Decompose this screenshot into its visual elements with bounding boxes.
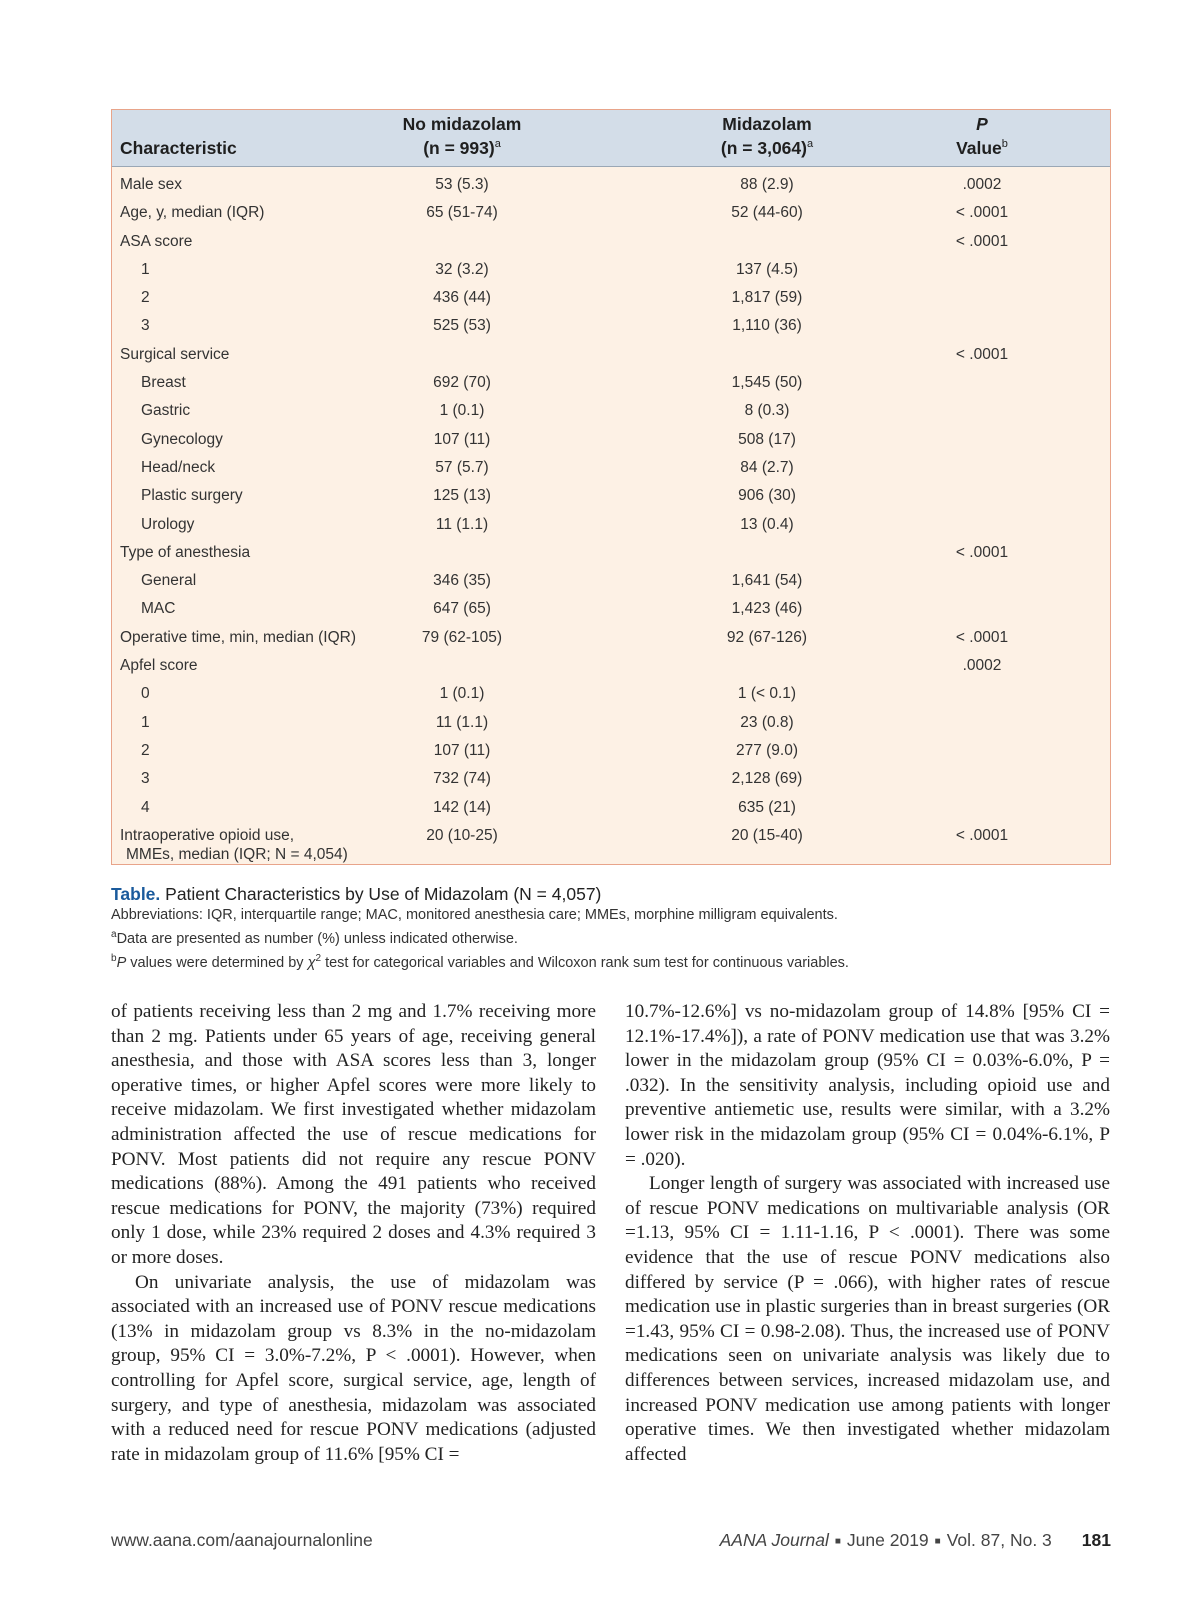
row-label: Operative time, min, median (IQR) xyxy=(120,628,357,646)
table-header xyxy=(112,110,1110,167)
row-label: Breast xyxy=(141,374,186,392)
row-label: 3 xyxy=(141,317,150,335)
value-no-midazolam: 1 (0.1) xyxy=(439,402,485,420)
row-label: 2 xyxy=(141,741,150,759)
row-label: Male sex xyxy=(120,176,183,193)
table-row xyxy=(112,339,1110,367)
table-row xyxy=(112,254,1110,282)
row-label: 2 xyxy=(141,289,150,307)
table-row xyxy=(112,452,1110,480)
caption-note-a: $^a$Data are presented as number (%) unless indicated otherwise. xyxy=(111,929,518,947)
body-paragraph: of patients receiving less than 2 mg and 1.7% receiving more than 2 mg. Patients under 65 years of age, receiving general anesthesia, and those with ASA scores less than 3, longer operative times, or higher Apfel scores were more likely to receive midazolam. We first investigated whether midazolam administration affected the use of rescue medications for PONV. Most patients did not require any rescue PONV medications (88%). Among the 491 patients who received rescue medications for PONV, the majority (73%) required only 1 dose, while 23% required 2 doses and 4.3% required 3 or more doses. xyxy=(111,1001,596,1268)
value-no-midazolam: 1 (0.1) xyxy=(439,685,485,703)
row-label: 1 xyxy=(141,713,150,731)
table-row xyxy=(112,792,1110,820)
row-label: Gynecology xyxy=(141,430,223,448)
value-p: < .0001 xyxy=(955,543,1009,561)
value-no-midazolam: 732 (74) xyxy=(433,770,491,788)
value-midazolam: 92 (67-126) xyxy=(726,628,808,646)
value-p: < .0001 xyxy=(955,628,1009,646)
table-row xyxy=(112,763,1110,791)
header-characteristic: Characteristic xyxy=(120,138,237,158)
value-no-midazolam: 65 (51-74) xyxy=(426,204,498,222)
value-p: .0002 xyxy=(962,657,1002,675)
table-row xyxy=(112,678,1110,706)
header-p-value: P Value$^b$ xyxy=(956,114,1008,158)
value-no-midazolam: 346 (35) xyxy=(433,572,491,590)
value-p: < .0001 xyxy=(955,232,1009,250)
value-midazolam: 1,110 (36) xyxy=(732,317,802,335)
footer-url[interactable]: www.aana.com/aanajournalonline xyxy=(111,1530,373,1550)
row-label: 1 xyxy=(141,260,150,278)
value-midazolam: 1,817 (59) xyxy=(731,289,803,307)
value-no-midazolam: 57 (5.7) xyxy=(435,458,489,476)
value-no-midazolam: 525 (53) xyxy=(433,317,491,335)
header-no-midazolam: No midazolam (n = 993)$^a$ xyxy=(402,114,522,158)
value-no-midazolam: 107 (11) xyxy=(433,741,491,759)
value-no-midazolam: 142 (14) xyxy=(433,798,491,816)
value-no-midazolam: 32 (3.2) xyxy=(435,260,489,278)
table-row xyxy=(112,395,1110,423)
table-row xyxy=(112,480,1110,508)
value-no-midazolam: 107 (11) xyxy=(433,430,491,448)
value-midazolam: 52 (44-60) xyxy=(731,204,803,222)
caption-note-b: $^b$P values were determined by $\chi^2$ test for categorical variables and Wilcoxon rank sum test for continuous variables. xyxy=(111,952,849,971)
table-body xyxy=(112,167,1110,864)
table-row xyxy=(112,367,1110,395)
value-no-midazolam: 79 (62-105) xyxy=(421,628,503,646)
value-midazolam: 13 (0.4) xyxy=(740,515,794,533)
value-p: < .0001 xyxy=(955,345,1009,363)
page-number: 181 xyxy=(1081,1530,1111,1550)
row-label: Urology xyxy=(141,515,195,533)
value-midazolam: 508 (17) xyxy=(738,430,796,448)
header-midazolam: Midazolam (n = 3,064)$^a$ xyxy=(720,114,814,158)
body-paragraph: On univariate analysis, the use of midazolam was associated with an increased use of PONV rescue medications (13% in midazolam group vs 8.3% in the no-midazolam group, 95% CI = 3.0%-7.2%, P < .0001). However, when controlling for Apfel score, surgical service, age, length of surgery, and type of anesthesia, midazolam was associated with a reduced need for rescue PONV medications (adjusted rate in midazolam group of 11.6% [95% CI = xyxy=(111,1271,596,1465)
body-paragraph: 10.7%-12.6%] vs no-midazolam group of 14.8% [95% CI = 12.1%-17.4%]), a rate of PONV medication use that was 3.2% lower in the midazolam group (95% CI = 0.03%-6.0%, P = .032). In the sensitivity analysis, including opioid use and preventive antiemetic use, results were similar, with a 3.2% lower risk in the midazolam group (95% CI = 0.04%-6.1%, P = .020). xyxy=(625,1001,1110,1170)
table-row xyxy=(112,226,1110,254)
row-label: Head/neck xyxy=(141,458,216,476)
body-paragraph: Longer length of surgery was associated with increased use of rescue PONV medications on multivariable analysis (OR =1.13, 95% CI = 1.11-1.16, P < .0001). There was some evidence that the use of rescue PONV medications also differed by service (P = .066), with higher rates of rescue medication use in plastic surgeries than in breast surgeries (OR =1.43, 95% CI = 0.98-2.08). Thus, the increased use of PONV medications seen on univariate analysis was likely due to differences between services, increased midazolam use, and increased PONV medication use among patients with longer operative times. We then investigated whether midazolam affected xyxy=(625,1173,1110,1465)
row-label: General xyxy=(141,572,197,590)
value-midazolam: 906 (30) xyxy=(738,487,796,505)
value-midazolam: 8 (0.3) xyxy=(744,402,790,420)
bullet-separator-icon: ■ xyxy=(834,1536,841,1547)
table-row xyxy=(112,707,1110,735)
value-no-midazolam: 11 (1.1) xyxy=(435,515,489,533)
row-label: Intraoperative opioid use, MMEs, median (IQR; N = 4,054) xyxy=(120,826,348,863)
row-label: 3 xyxy=(141,770,150,788)
value-no-midazolam: 11 (1.1) xyxy=(435,713,489,731)
value-no-midazolam: 53 (5.3) xyxy=(435,176,489,193)
table-row xyxy=(112,820,1110,862)
row-label: Type of anesthesia xyxy=(120,543,251,561)
row-label: MAC xyxy=(141,600,176,618)
bullet-separator-icon: ■ xyxy=(934,1536,941,1547)
caption-abbreviations: Abbreviations: IQR, interquartile range; MAC, monitored anesthesia care; MMEs, morphine milligram equivalents. xyxy=(111,907,838,923)
value-midazolam: 277 (9.0) xyxy=(735,741,799,759)
value-midazolam: 1,641 (54) xyxy=(731,572,803,590)
value-midazolam: 2,128 (69) xyxy=(731,770,803,788)
value-midazolam: 23 (0.8) xyxy=(740,713,794,731)
footer-journal-info: AANA Journal ■ June 2019 ■ Vol. 87, No. 3 181 xyxy=(719,1530,1111,1550)
value-midazolam: 1,423 (46) xyxy=(731,600,803,618)
value-p: .0002 xyxy=(962,176,1002,193)
table-row xyxy=(112,537,1110,565)
page-footer xyxy=(111,1530,1111,1554)
row-label: Plastic surgery xyxy=(141,487,243,505)
table-row xyxy=(112,593,1110,621)
body-text-left-column xyxy=(111,1000,596,1467)
table-row xyxy=(112,735,1110,763)
row-label: 4 xyxy=(141,798,150,816)
value-p: < .0001 xyxy=(955,826,1009,844)
value-midazolam: 1,545 (50) xyxy=(731,374,803,392)
row-label: Age, y, median (IQR) xyxy=(120,204,265,222)
value-no-midazolam: 647 (65) xyxy=(433,600,491,618)
value-no-midazolam: 125 (13) xyxy=(433,487,491,505)
value-midazolam: 137 (4.5) xyxy=(735,260,799,278)
row-label: Gastric xyxy=(141,402,191,420)
characteristics-table xyxy=(111,109,1111,865)
row-label: Apfel score xyxy=(120,657,198,675)
value-midazolam: 84 (2.7) xyxy=(740,458,794,476)
table-row xyxy=(112,197,1110,225)
table-row xyxy=(112,424,1110,452)
value-midazolam: 20 (15-40) xyxy=(731,826,803,844)
body-text-right-column xyxy=(625,1000,1110,1467)
value-no-midazolam: 20 (10-25) xyxy=(426,826,498,844)
row-label: Surgical service xyxy=(120,345,230,363)
table-row xyxy=(112,622,1110,650)
caption-title: Table. Patient Characteristics by Use of Midazolam (N = 4,057) xyxy=(111,884,602,904)
value-midazolam: 1 (< 0.1) xyxy=(737,685,797,703)
value-no-midazolam: 692 (70) xyxy=(433,374,491,392)
row-label: ASA score xyxy=(120,232,193,250)
table-caption xyxy=(111,883,1111,973)
table-row xyxy=(112,509,1110,537)
value-p: < .0001 xyxy=(955,204,1009,222)
table-row xyxy=(112,169,1110,197)
row-label: 0 xyxy=(141,685,150,703)
value-midazolam: 88 (2.9) xyxy=(740,176,794,193)
value-midazolam: 635 (21) xyxy=(738,798,796,816)
table-row xyxy=(112,565,1110,593)
table-row xyxy=(112,310,1110,338)
table-row xyxy=(112,650,1110,678)
table-row xyxy=(112,282,1110,310)
value-no-midazolam: 436 (44) xyxy=(433,289,491,307)
